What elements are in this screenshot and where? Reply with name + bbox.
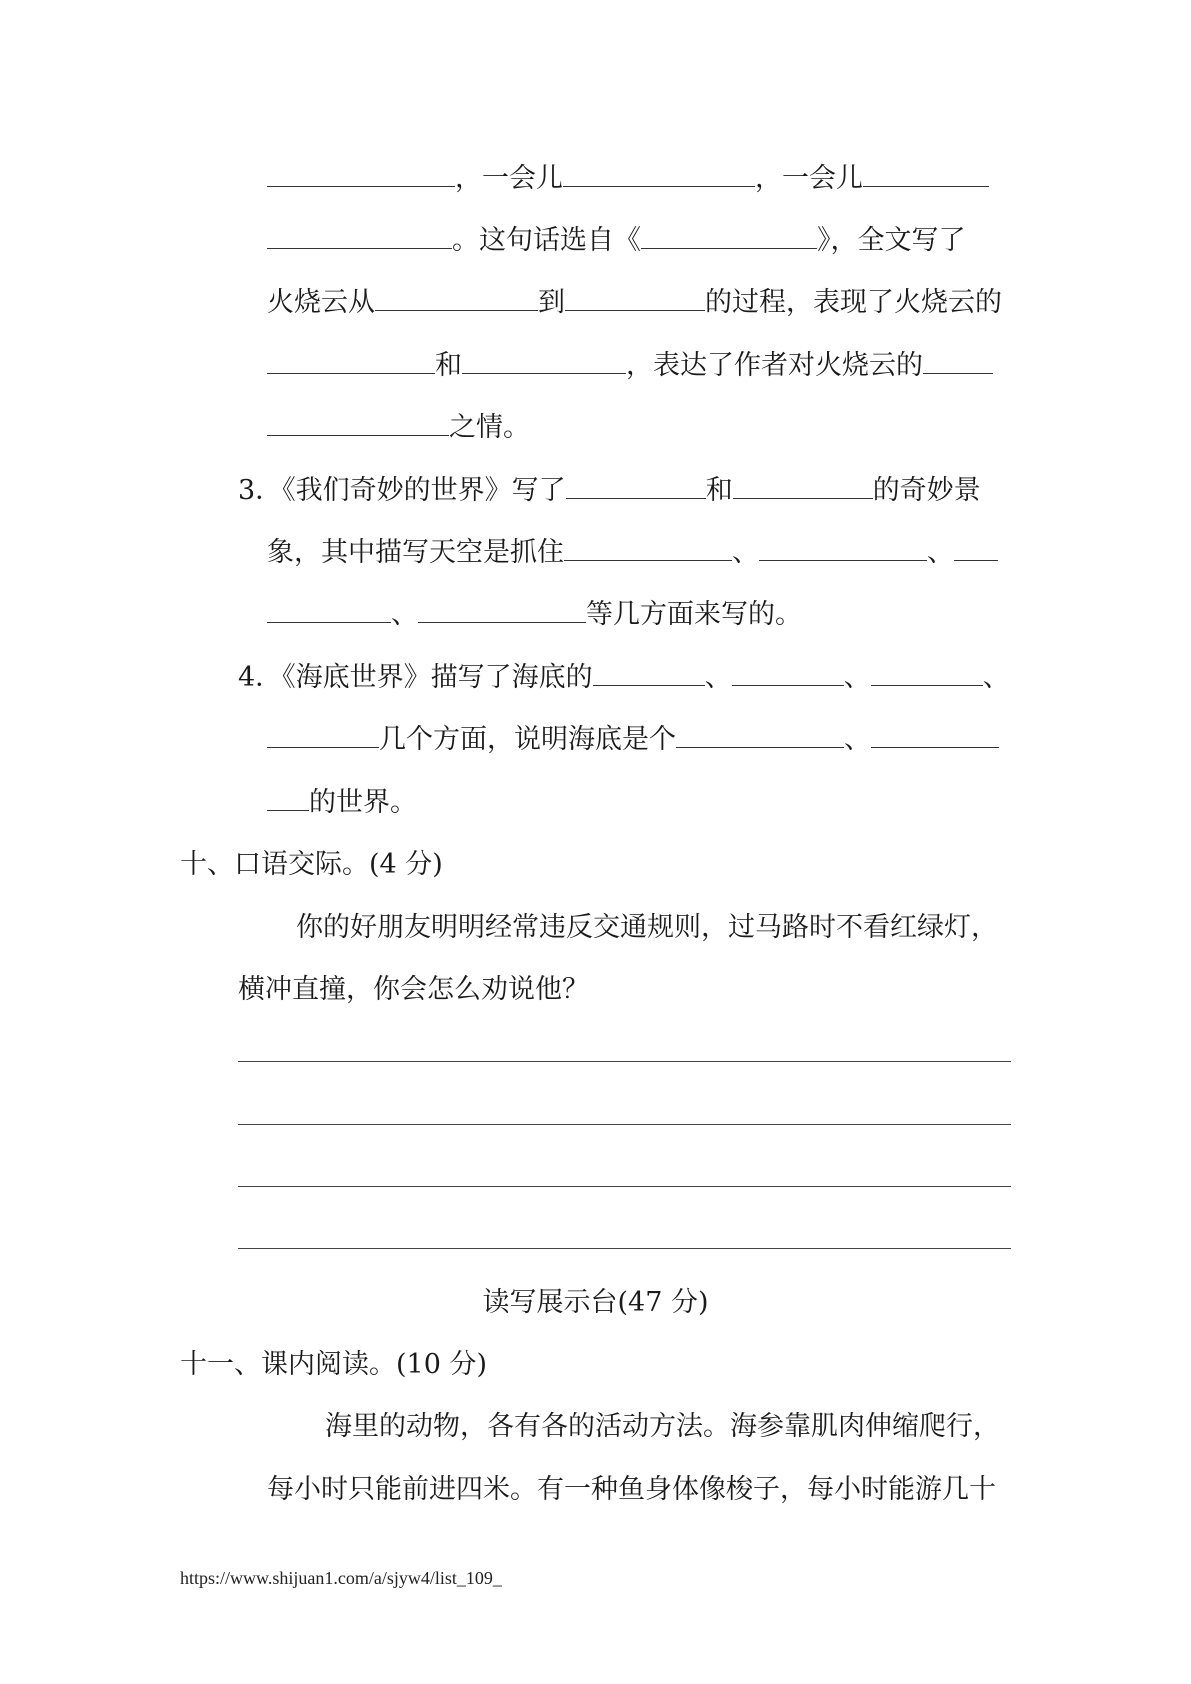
text-span: 《我们奇妙的世界》写了 [282, 475, 566, 506]
text-span: 、 [844, 724, 871, 755]
text-span: 》，全文写了 [817, 225, 966, 256]
answer-blank[interactable] [267, 723, 379, 748]
part-title: 读写展示台(47 分) [482, 1287, 709, 1318]
q3-line-2 [267, 536, 998, 570]
text-span: 到 [538, 287, 565, 318]
answer-blank[interactable] [954, 536, 998, 561]
text-span: 象，其中描写天空是抓住 [267, 537, 564, 568]
q2-line-2 [267, 224, 966, 258]
text-span: ，表达了作者对火烧云的 [626, 350, 923, 381]
writing-line[interactable] [238, 1124, 1011, 1125]
text-span: ，一会儿 [455, 163, 563, 194]
section-10-prompt-line-1: 你的好朋友明明经常违反交通规则，过马路时不看红绿灯， [296, 912, 998, 943]
q4-line-2 [267, 723, 999, 757]
text-span: 。这句话选自《 [452, 225, 641, 256]
answer-blank[interactable] [267, 162, 455, 187]
answer-blank[interactable] [863, 162, 989, 187]
text-span: 几个方面，说明海底是个 [379, 724, 676, 755]
answer-blank[interactable] [733, 474, 873, 499]
writing-line[interactable] [238, 1186, 1011, 1187]
text-span: 、 [391, 599, 418, 630]
q2-line-4 [267, 349, 993, 383]
answer-blank[interactable] [375, 286, 538, 311]
footer-url[interactable]: https://www.shijuan1.com/a/sjyw4/list_109_ [180, 1568, 502, 1588]
text-span: 、 [704, 662, 732, 693]
answer-blank[interactable] [871, 723, 999, 748]
text-span: 、 [732, 537, 759, 568]
answer-blank[interactable] [462, 349, 626, 374]
answer-blank[interactable] [267, 598, 391, 623]
answer-blank[interactable] [676, 723, 844, 748]
answer-blank[interactable] [593, 661, 705, 686]
answer-blank[interactable] [565, 286, 705, 311]
section-10-prompt-line-2: 横冲直撞，你会怎么劝说他？ [238, 974, 589, 1005]
text-span: 等几方面来写的。 [586, 599, 802, 630]
q3-line-3 [267, 598, 802, 632]
q2-line-1 [267, 162, 989, 196]
answer-blank[interactable] [564, 536, 732, 561]
writing-line[interactable] [238, 1248, 1011, 1249]
answer-blank[interactable] [732, 661, 844, 686]
q2-line-5 [267, 411, 530, 445]
q4-line-3 [267, 786, 417, 820]
text-span: 、 [927, 537, 954, 568]
text-span: 《海底世界》描写了海底的 [282, 662, 593, 693]
section-11-heading: 十一、课内阅读。(10 分) [180, 1349, 488, 1380]
answer-blank[interactable] [267, 411, 449, 436]
question-number: 3． [238, 475, 283, 506]
answer-blank[interactable] [871, 661, 983, 686]
answer-blank[interactable] [563, 162, 755, 187]
text-span: 、 [982, 662, 1010, 693]
answer-blank[interactable] [566, 474, 706, 499]
q4-line-1 [238, 661, 1010, 695]
answer-blank[interactable] [267, 224, 452, 249]
q3-line-1 [238, 474, 981, 508]
text-span: 和 [705, 475, 733, 506]
question-number: 4． [238, 662, 283, 693]
answer-blank[interactable] [267, 786, 309, 811]
text-span: 的世界。 [309, 787, 417, 818]
text-span: 之情。 [449, 412, 530, 443]
text-span: 的过程，表现了火烧云的 [705, 287, 1002, 318]
text-span: 火烧云从 [267, 287, 375, 318]
text-span: 和 [435, 350, 462, 381]
answer-blank[interactable] [418, 598, 586, 623]
text-span: 、 [843, 662, 871, 693]
section-10-heading: 十、口语交际。(4 分) [180, 849, 443, 880]
writing-line[interactable] [238, 1061, 1011, 1062]
answer-blank[interactable] [759, 536, 927, 561]
q2-line-3 [267, 286, 1002, 320]
answer-blank[interactable] [267, 349, 435, 374]
text-span: ，一会儿 [755, 163, 863, 194]
reading-passage-line-1: 海里的动物，各有各的活动方法。海参靠肌肉伸缩爬行， [325, 1411, 1000, 1442]
answer-blank[interactable] [923, 349, 993, 374]
text-span: 的奇妙景 [872, 475, 981, 506]
reading-passage-line-2: 每小时只能前进四米。有一种鱼身体像梭子，每小时能游几十 [267, 1474, 996, 1505]
answer-blank[interactable] [641, 224, 817, 249]
